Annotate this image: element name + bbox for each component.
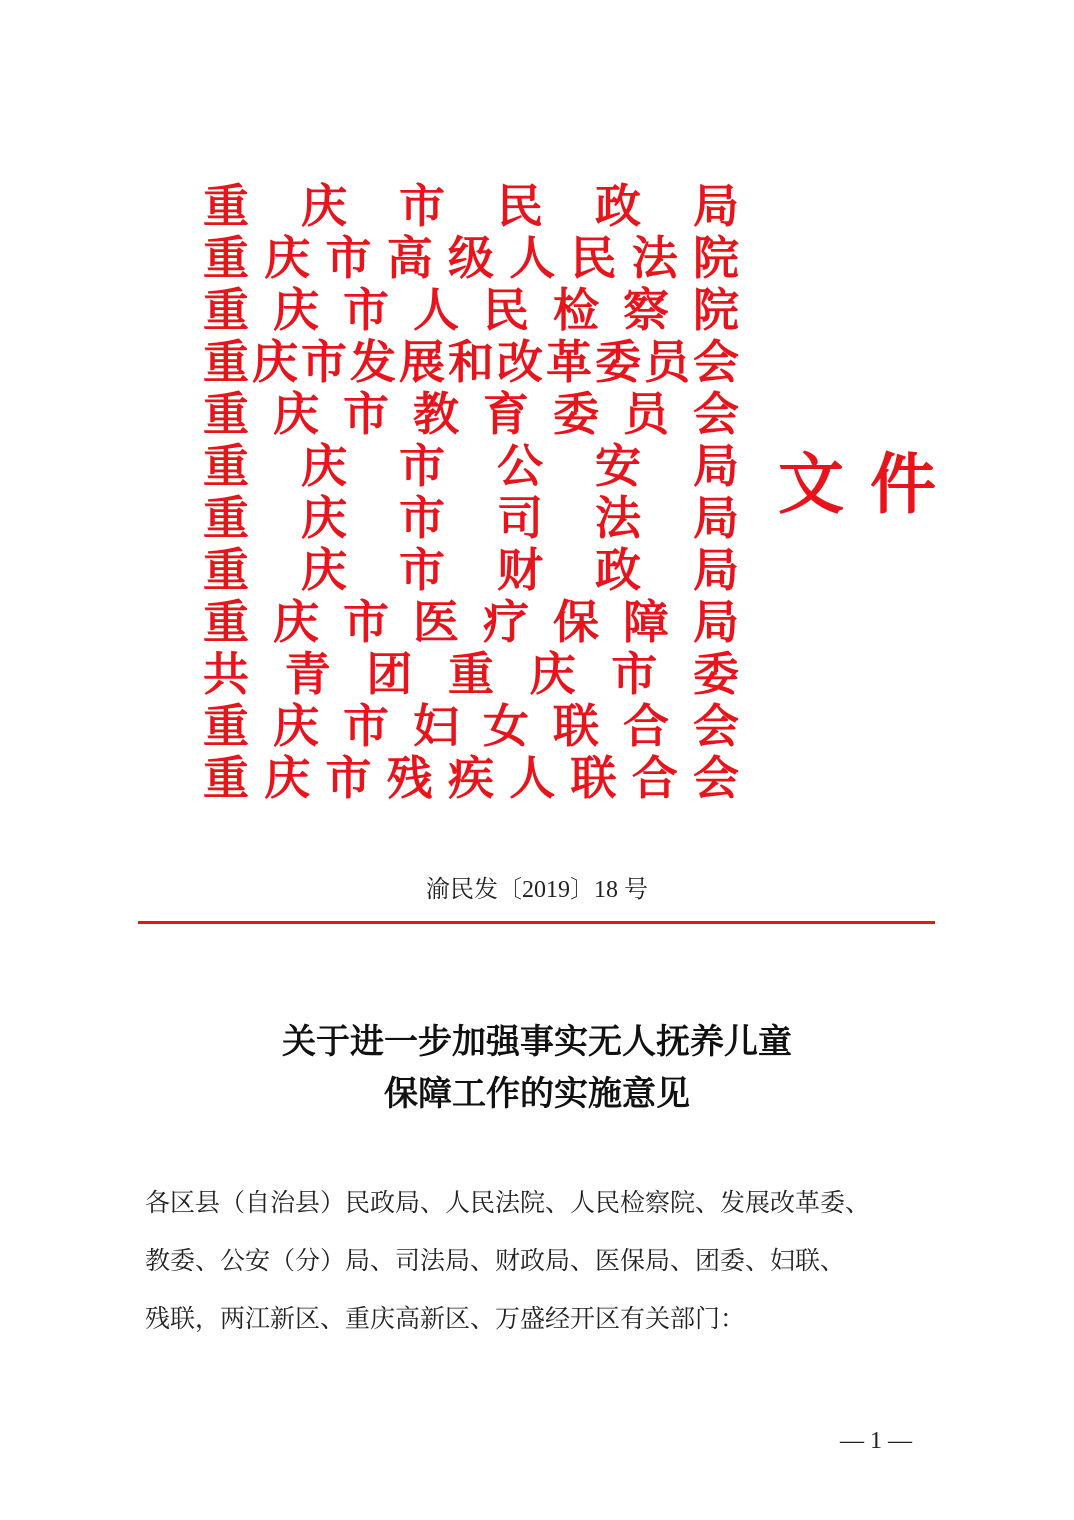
- issuer-char: 庆: [301, 179, 347, 233]
- issuer-char: 政: [595, 179, 641, 233]
- issuer-char: 财: [497, 543, 543, 597]
- issuer-char: 障: [623, 595, 669, 649]
- issuer-char: 会: [693, 387, 739, 441]
- issuer-char: 局: [693, 439, 739, 493]
- issuer-char: 重: [203, 543, 249, 597]
- issuer-char: 庆: [273, 283, 319, 337]
- issuer-char: 重: [203, 179, 249, 233]
- issuer-line: [203, 284, 739, 336]
- issuer-char: 局: [693, 491, 739, 545]
- document-label: 文件: [778, 445, 962, 523]
- recipients-line: 教委、公安（分）局、司法局、财政局、医保局、团委、妇联、: [145, 1246, 846, 1275]
- issuer-char: 公: [497, 439, 543, 493]
- issuer-char: 庆: [273, 699, 319, 753]
- issuer-char: 重: [203, 231, 249, 285]
- issuer-char: 妇: [413, 699, 459, 753]
- issuer-char: 民: [483, 283, 529, 337]
- issuer-char: 重: [203, 387, 249, 441]
- issuer-char: 员: [623, 387, 669, 441]
- issuer-char: 疗: [483, 595, 529, 649]
- recipients-line: 残联，两江新区、重庆高新区、万盛经开区有关部门：: [145, 1304, 746, 1333]
- issuer-char: 庆: [264, 231, 311, 285]
- issuer-line: [203, 596, 739, 648]
- issuer-line: [203, 648, 739, 700]
- issuer-char: 青: [284, 647, 331, 701]
- issuer-char: 重: [203, 335, 249, 389]
- issuer-char: 会: [693, 751, 739, 805]
- issuer-char: 民: [497, 179, 543, 233]
- issuer-char: 女: [483, 699, 529, 753]
- issuer-char: 市: [325, 751, 372, 805]
- issuer-char: 医: [413, 595, 459, 649]
- issuer-char: 庆: [301, 543, 347, 597]
- issuer-char: 市: [399, 179, 445, 233]
- title-line: 关于进一步加强事实无人抚养儿童: [282, 1022, 792, 1062]
- issuer-char: 改: [497, 335, 543, 389]
- issuer-char: 重: [203, 491, 249, 545]
- issuer-char: 发: [350, 335, 396, 389]
- issuer-char: 高: [386, 231, 433, 285]
- issuer-char: 司: [497, 491, 543, 545]
- issuer-line: [203, 544, 739, 596]
- red-divider: [138, 921, 935, 924]
- issuer-char: 庆: [529, 647, 576, 701]
- issuer-char: 联: [553, 699, 599, 753]
- issuer-char: 团: [366, 647, 413, 701]
- issuer-char: 教: [413, 387, 459, 441]
- issuer-char: 疾: [448, 751, 494, 805]
- issuer-char: 庆: [273, 595, 319, 649]
- issuer-char: 市: [399, 491, 445, 545]
- issuer-line: [203, 388, 739, 440]
- issuer-char: 市: [301, 335, 347, 389]
- issuer-char: 会: [693, 335, 739, 389]
- issuer-char: 会: [693, 699, 739, 753]
- issuer-char: 委: [595, 335, 641, 389]
- issuer-char: 重: [203, 751, 249, 805]
- issuer-char: 法: [595, 491, 641, 545]
- issuer-char: 市: [399, 439, 445, 493]
- issuer-char: 院: [693, 283, 739, 337]
- issuer-char: 育: [483, 387, 529, 441]
- issuer-char: 市: [611, 647, 658, 701]
- issuer-char: 委: [553, 387, 599, 441]
- issuer-line: [203, 336, 739, 388]
- issuer-char: 局: [693, 595, 739, 649]
- issuer-char: 重: [203, 595, 249, 649]
- page-number: — 1 —: [840, 1428, 912, 1454]
- issuer-char: 察: [623, 283, 669, 337]
- issuer-char: 员: [644, 335, 690, 389]
- issuer-line: [203, 440, 739, 492]
- document-title: [0, 1016, 1074, 1120]
- recipients-paragraph: [145, 1174, 945, 1348]
- issuer-char: 政: [595, 543, 641, 597]
- issuer-char: 庆: [273, 387, 319, 441]
- issuer-char: 展: [399, 335, 445, 389]
- issuer-char: 残: [386, 751, 433, 805]
- issuer-char: 法: [631, 231, 678, 285]
- issuer-char: 重: [203, 283, 249, 337]
- issuer-char: 委: [692, 647, 739, 701]
- issuer-char: 级: [448, 231, 494, 285]
- recipients-line: 各区县（自治县）民政局、人民法院、人民检察院、发展改革委、: [145, 1188, 871, 1217]
- issuer-char: 共: [203, 647, 249, 701]
- issuer-char: 联: [570, 751, 617, 805]
- issuer-char: 人: [509, 751, 556, 805]
- issuer-line: [203, 232, 739, 284]
- issuer-char: 重: [447, 647, 494, 701]
- issuer-char: 合: [623, 699, 669, 753]
- issuer-line: [203, 700, 739, 752]
- issuer-char: 局: [693, 543, 739, 597]
- issuer-char: 庆: [252, 335, 298, 389]
- issuer-char: 局: [693, 179, 739, 233]
- issuer-char: 庆: [264, 751, 311, 805]
- issuer-char: 安: [595, 439, 641, 493]
- issuer-char: 检: [553, 283, 599, 337]
- issuer-char: 院: [693, 231, 739, 285]
- issuer-char: 重: [203, 699, 249, 753]
- issuer-char: 市: [343, 387, 389, 441]
- title-line: 保障工作的实施意见: [384, 1074, 690, 1114]
- issuer-list: [203, 180, 739, 804]
- issuer-char: 市: [343, 283, 389, 337]
- issuer-line: [203, 492, 739, 544]
- issuer-char: 市: [325, 231, 372, 285]
- issuer-char: 市: [343, 595, 389, 649]
- issuer-line: [203, 752, 739, 804]
- document-number: 渝民发〔2019〕18 号: [426, 877, 648, 903]
- issuer-char: 民: [570, 231, 617, 285]
- issuer-char: 合: [631, 751, 678, 805]
- issuer-char: 庆: [301, 439, 347, 493]
- issuer-char: 市: [399, 543, 445, 597]
- issuer-char: 人: [413, 283, 459, 337]
- issuer-char: 和: [448, 335, 494, 389]
- issuer-char: 人: [509, 231, 556, 285]
- issuer-char: 重: [203, 439, 249, 493]
- issuer-char: 市: [343, 699, 389, 753]
- issuer-char: 革: [546, 335, 592, 389]
- issuer-line: [203, 180, 739, 232]
- issuer-char: 保: [553, 595, 599, 649]
- issuer-char: 庆: [301, 491, 347, 545]
